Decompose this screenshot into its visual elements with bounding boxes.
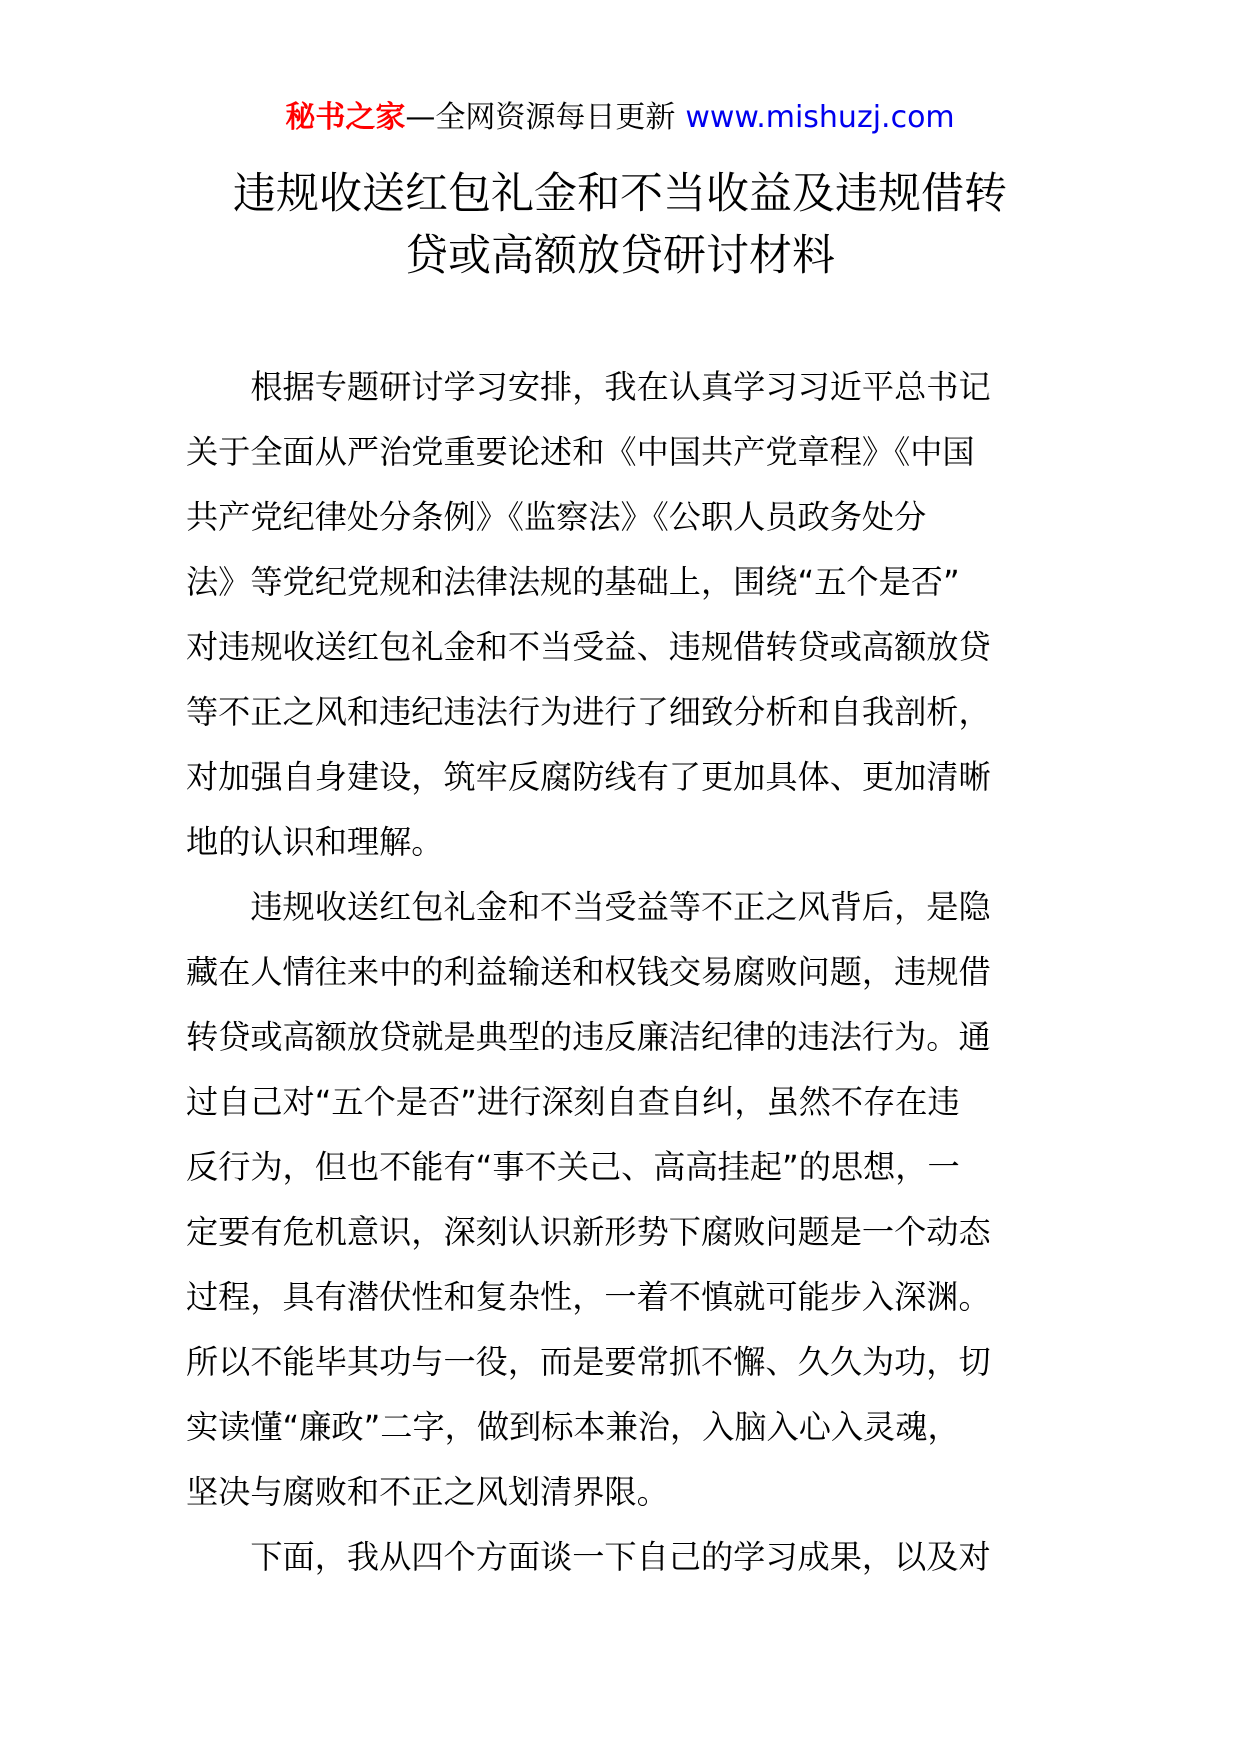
body-line: 法》等党纪党规和法律法规的基础上，围绕“五个是否” [186,563,960,601]
body-line: 藏在人情往来中的利益输送和权钱交易腐败问题，违规借 [186,953,991,991]
document-title [150,163,1090,287]
body-line: 定要有危机意识，深刻认识新形势下腐败问题是一个动态 [186,1213,991,1251]
header-tagline: —全网资源每日更新 [405,100,676,135]
body-line: 下面，我从四个方面谈一下自己的学习成果，以及对 [186,1538,991,1576]
body-line: 过自己对“五个是否”进行深刻自查自纠，虽然不存在违 [186,1083,960,1121]
body-line: 地的认识和理解。 [186,823,444,861]
title-line: 贷或高额放贷研讨材料 [405,231,835,281]
body-line: 共产党纪律处分条例》《监察法》《公职人员政务处分 [186,498,927,536]
document-body [186,355,1056,1590]
body-line: 违规收送红包礼金和不当受益等不正之风背后，是隐 [186,888,991,926]
brand-name: 秘书之家 [285,100,406,135]
body-line: 坚决与腐败和不正之风划清界限。 [186,1473,669,1511]
site-url-link[interactable]: www.mishuzj.com [685,100,955,135]
title-line: 违规收送红包礼金和不当收益及违规借转 [233,169,1007,219]
body-line: 对违规收送红包礼金和不当受益、违规借转贷或高额放贷 [186,628,991,666]
body-line: 所以不能毕其功与一役，而是要常抓不懈、久久为功，切 [186,1343,991,1381]
body-line: 对加强自身建设，筑牢反腐防线有了更加具体、更加清晰 [186,758,991,796]
body-line: 过程，具有潜伏性和复杂性，一着不慎就可能步入深渊。 [186,1278,991,1316]
body-line: 转贷或高额放贷就是典型的违反廉洁纪律的违法行为。通 [186,1018,991,1056]
body-line: 关于全面从严治党重要论述和《中国共产党章程》《中国 [186,433,975,471]
site-header [0,98,1240,138]
body-line: 实读懂“廉政”二字，做到标本兼治，入脑入心入灵魂， [186,1408,960,1446]
body-line: 根据专题研讨学习安排，我在认真学习习近平总书记 [186,368,991,406]
body-line: 等不正之风和违纪违法行为进行了细致分析和自我剖析， [186,693,991,731]
body-line: 反行为，但也不能有“事不关己、高高挂起”的思想，一 [186,1148,960,1186]
